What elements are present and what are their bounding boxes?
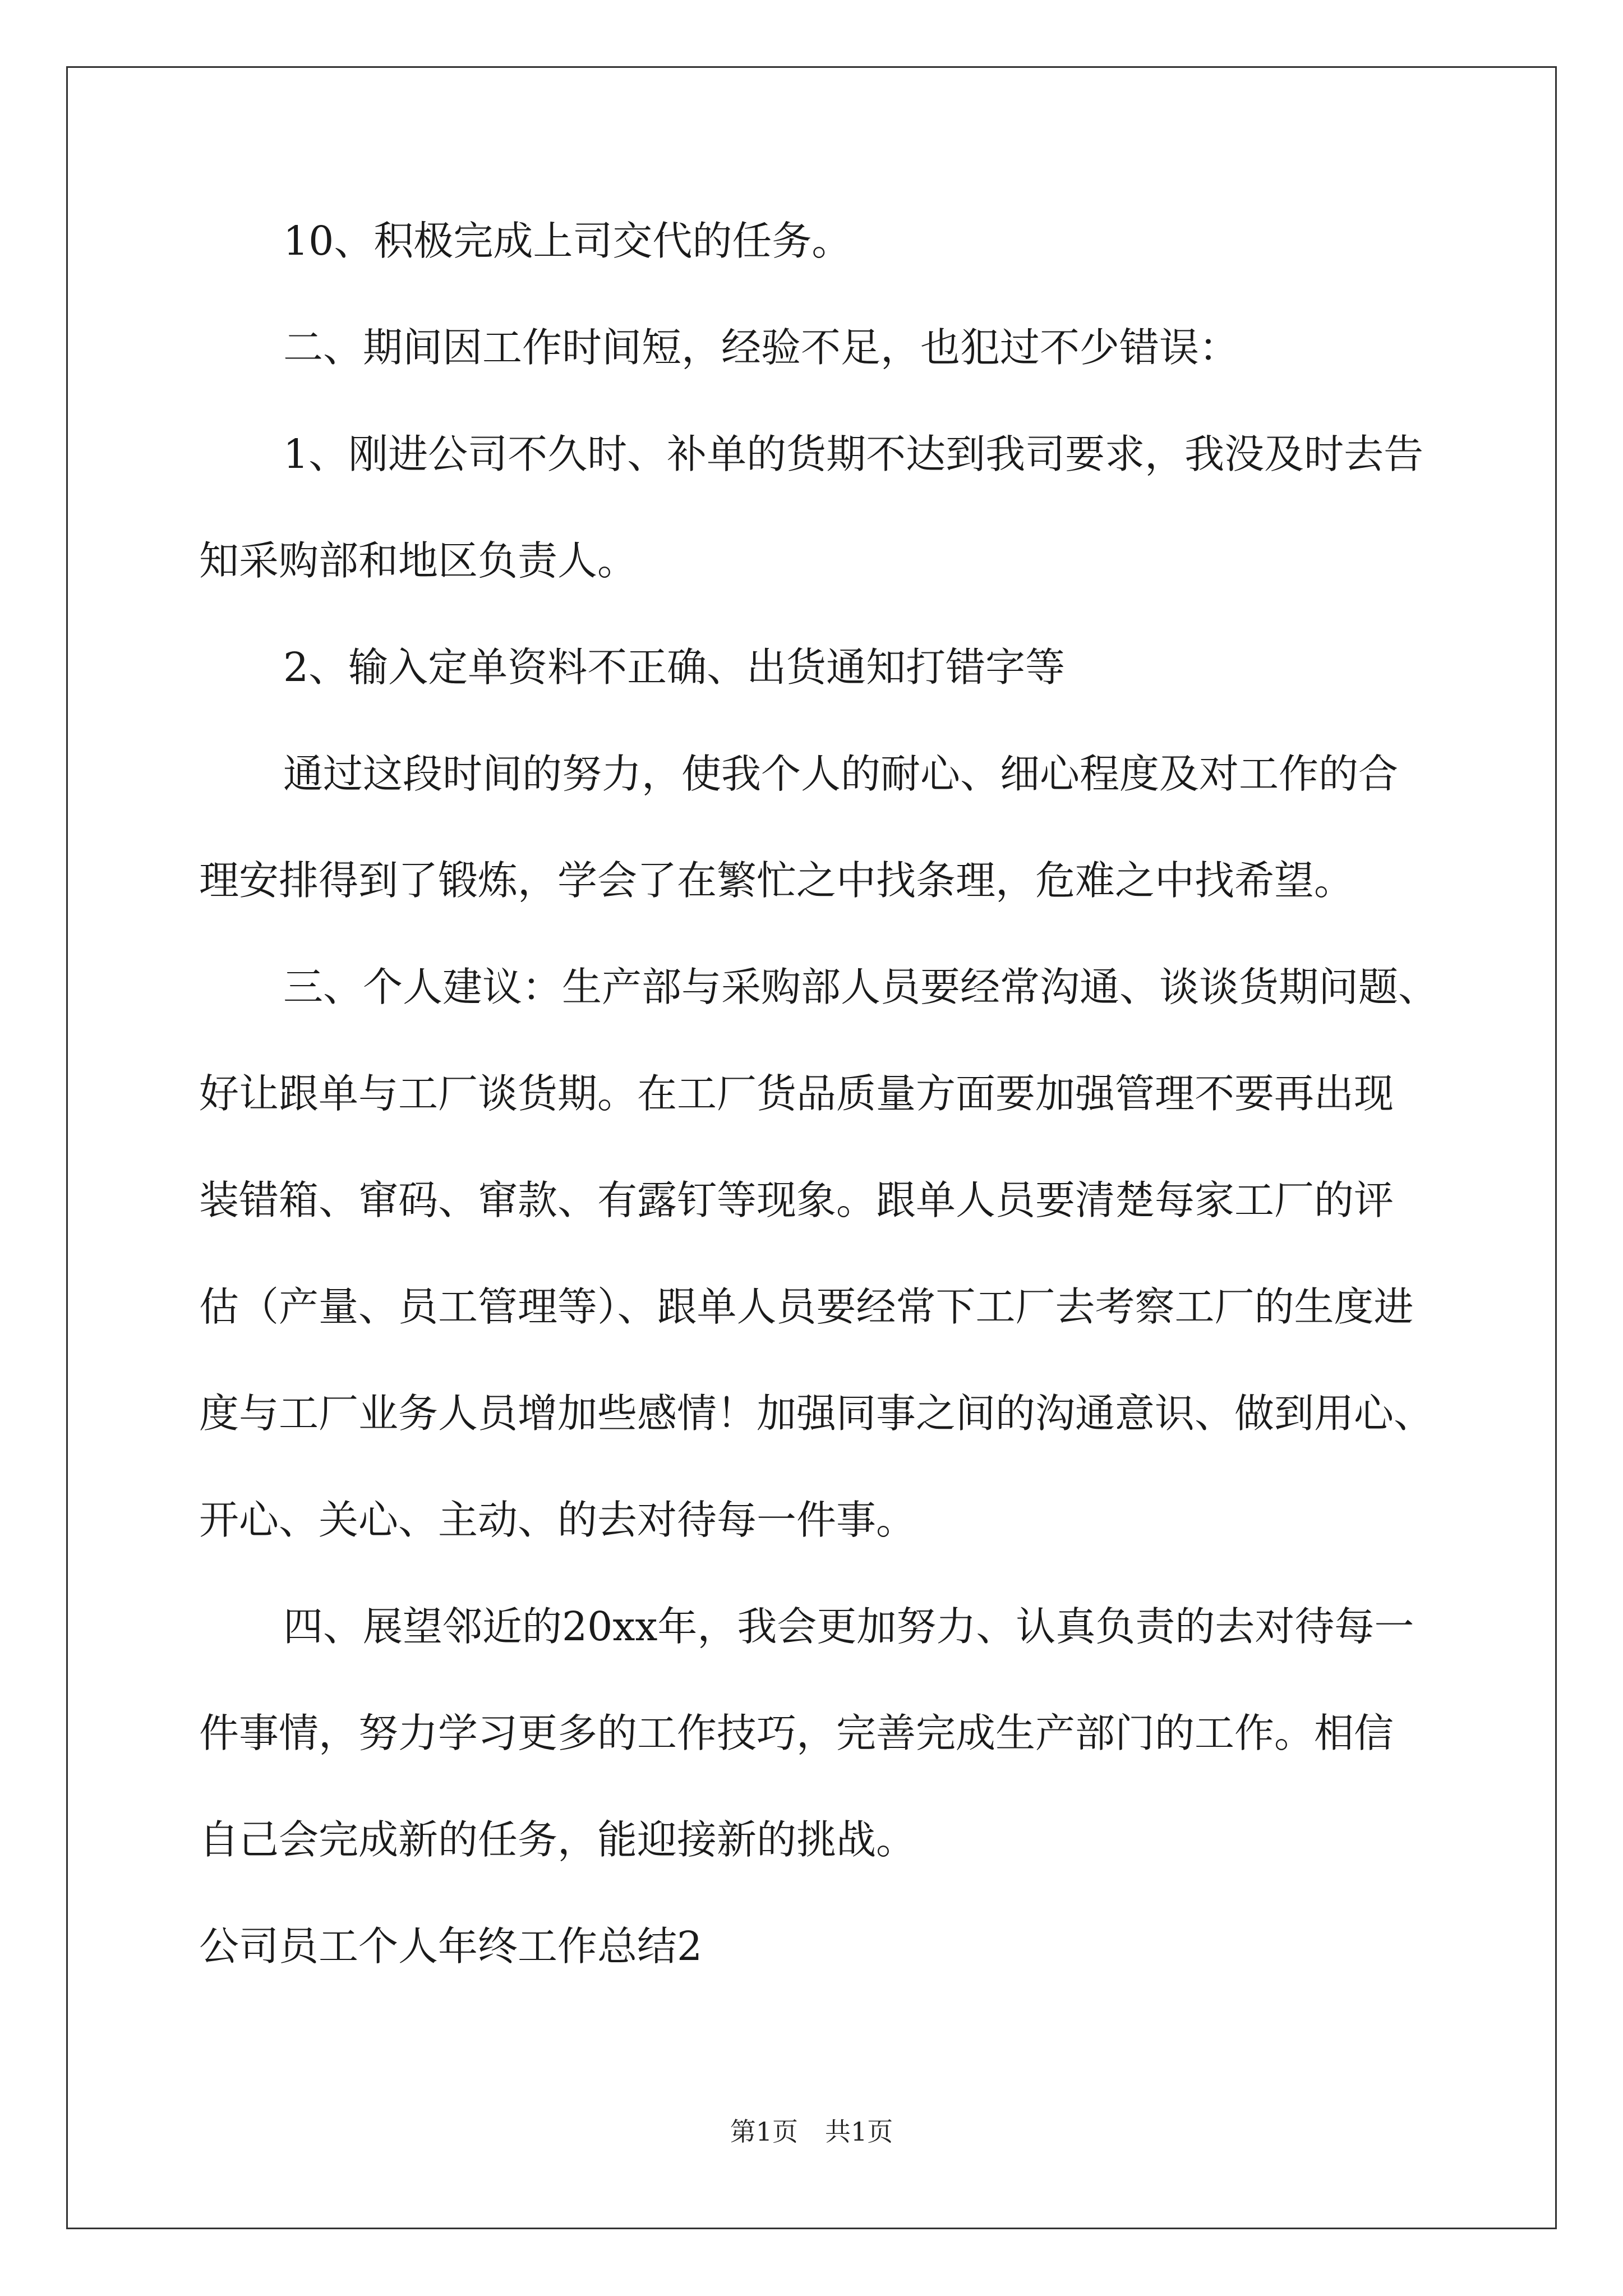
paragraph-line: 装错箱、窜码、窜款、有露钉等现象。跟单人员要清楚每家工厂的评 bbox=[199, 1177, 1394, 1223]
page-number: 第1页 bbox=[730, 2116, 798, 2147]
paragraph-line: 通过这段时间的努力，使我个人的耐心、细心程度及对工作的合 bbox=[283, 751, 1399, 797]
document-title: 公司员工个人年终工作总结2 bbox=[199, 1923, 703, 1970]
paragraph-line: 知采购部和地区负责人。 bbox=[199, 537, 638, 584]
section-heading: 四、展望邻近的20xx年，我会更加努力、认真负责的去对待每一 bbox=[283, 1603, 1414, 1650]
page-total: 共1页 bbox=[825, 2116, 893, 2147]
paragraph-line: 度与工厂业务人员增加些感情！加强同事之间的沟通意识、做到用心、 bbox=[199, 1390, 1434, 1437]
paragraph-line: 理安排得到了锻炼，学会了在繁忙之中找条理，危难之中找希望。 bbox=[199, 857, 1354, 904]
page-border bbox=[66, 66, 1557, 2229]
paragraph-line: 件事情，努力学习更多的工作技巧，完善完成生产部门的工作。相信 bbox=[199, 1710, 1394, 1756]
paragraph-line: 2、输入定单资料不正确、出货通知打错字等 bbox=[283, 644, 1066, 691]
page-footer bbox=[0, 2115, 1623, 2148]
paragraph-line: 1、刚进公司不久时、补单的货期不达到我司要求，我没及时去告 bbox=[283, 431, 1424, 477]
section-heading: 二、期间因工作时间短，经验不足，也犯过不少错误： bbox=[283, 324, 1239, 371]
paragraph-line: 估（产量、员工管理等）、跟单人员要经常下工厂去考察工厂的生度进 bbox=[199, 1283, 1414, 1330]
section-heading: 三、个人建议：生产部与采购部人员要经常沟通、谈谈货期问题、 bbox=[283, 964, 1438, 1010]
paragraph-line: 10、积极完成上司交代的任务。 bbox=[283, 218, 852, 264]
paragraph-line: 好让跟单与工厂谈货期。在工厂货品质量方面要加强管理不要再出现 bbox=[199, 1070, 1394, 1117]
paragraph-line: 自己会完成新的任务，能迎接新的挑战。 bbox=[199, 1816, 916, 1863]
paragraph-line: 开心、关心、主动、的去对待每一件事。 bbox=[199, 1497, 916, 1543]
